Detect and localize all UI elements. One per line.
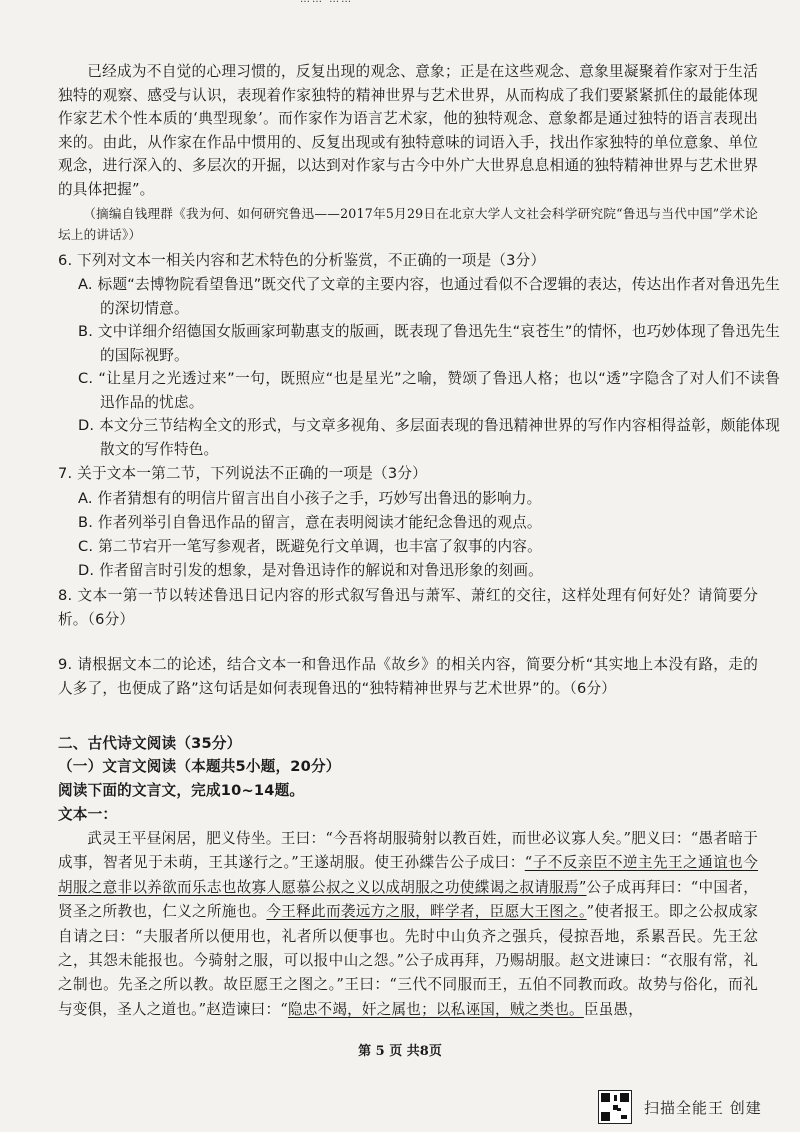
top-header-fragment — [300, 0, 500, 4]
scanner-label: 扫描全能王 创建 — [644, 1098, 762, 1117]
underlined-sentence-1: “子不反亲臣不逆主先王之通谊也今胡服之意非以养欲而乐志也故寡人愿慕公叔之义以成胡服之功使緤谒之叔请服焉” — [58, 854, 758, 896]
question-6-stem: 6. 下列对文本一相关内容和艺术特色的分析鉴赏，不正确的一项是（3分） — [58, 252, 546, 269]
classical-passage — [58, 827, 758, 1022]
section-2-title: 二、古代诗文阅读（35分） — [58, 735, 242, 752]
subsection-1-title: （一）文言文阅读（本题共5小题，20分） — [58, 758, 341, 775]
passage-tail: 已经成为不自觉的心理习惯的，反复出现的观念、意象；正是在这些观念、意象里凝聚着作家对于生活独特的观察、感受与认识，表现着作家独特的精神世界与艺术世界，从而构成了我们要紧紧抓住的最能体现作家艺术个性本质的‘典型现象’。而作家作为语言艺术家，他的独特观念、意象都是通过独特的语言表现出来的。由此，从作家在作品中惯用的、反复出现或有独特意味的词语入手，找出作家独特的单位意象、单位观念，进行深入的、多层次的开掘，以达到对作家与古今中外广大世界息息相通的独特精神世界与艺术世界的具体把握”。 — [58, 63, 758, 198]
question-6-option-d: D. 本文分三节结构全文的形式，与文章多视角、多层面表现的鲁迅精神世界的写作内容相得益彰，颇能体现散文的写作特色。 — [78, 417, 780, 458]
question-9: 9. 请根据文本二的论述，结合文本一和鲁迅作品《故乡》的相关内容，简要分析“其实地上本没有路，走的人多了，也便成了路”这句话是如何表现鲁迅的“独特精神世界与艺术世界”的。（6分） — [58, 656, 758, 697]
underlined-sentence-2: 今王释此而袭远方之服，畔学者，臣愿大王图之。 — [266, 903, 587, 921]
classical-text-segment-3: ”使者报王。即之公叔成家自请之曰：“夫服者所以便用也，礼者所以便事也。先时中山负齐之强兵，侵掠吾地，系累吾民。先王忿之，其怨未能报也。今骑射之服，可以报中山之怨。”公子成再拜，乃赐胡服。赵文进谏曰：“衣服有常，礼之制也。先圣之所以教。故臣愿王之图之。”王曰：“三代不同服而王，五伯不同教而政。故势与俗化，而礼与变俱，圣人之道也。”赵造谏曰：“ — [58, 903, 758, 1018]
source-note: （摘编自钱理群《我为何、如何研究鲁迅——2017年5月29日在北京大学人文社会科学研究院“鲁迅与当代中国”学术论坛上的讲话》） — [58, 206, 758, 242]
question-8: 8. 文本一第一节以转述鲁迅日记内容的形式叙写鲁迅与萧军、萧红的交往，这样处理有何好处？请简要分析。（6分） — [58, 587, 758, 628]
question-7-stem: 7. 关于文本一第二节，下列说法不正确的一项是（3分） — [58, 465, 427, 482]
question-6-option-a: A. 标题“去博物院看望鲁迅”既交代了文章的主要内容，也通过看似不合逻辑的表达，传达出作者对鲁迅先生的深切情意。 — [78, 276, 780, 317]
question-7-option-b: B. 作者列举引自鲁迅作品的留言，意在表明阅读才能纪念鲁迅的观点。 — [78, 514, 542, 531]
question-6-option-b: B. 文中详细介绍德国女版画家珂勒惠支的版画，既表现了鲁迅先生“哀苍生”的情怀，也巧妙体现了鲁迅先生的国际视野。 — [78, 323, 780, 364]
classical-text-segment-4: 臣虽愚， — [583, 1000, 644, 1018]
qr-code-icon — [598, 1090, 632, 1124]
scanner-watermark — [598, 1090, 762, 1124]
underlined-sentence-3: 隐忠不竭，奸之属也；以私诬国，贼之类也。 — [287, 1000, 584, 1018]
question-7-option-d: D. 作者留言时引发的想象，是对鲁迅诗作的解说和对鲁迅形象的刻画。 — [78, 562, 543, 579]
classical-text-segment-2: 公子成再拜曰：“中国者，贤圣之所教也，仁义之所施也。 — [58, 878, 758, 921]
question-6-option-c: C. “让星月之光透过来”一句，既照应“也是星光”之喻，赞颂了鲁迅人格；也以“透”字隐含了对人们不读鲁迅作品的忧虑。 — [78, 370, 780, 411]
text-1-label: 文本一： — [58, 806, 118, 823]
question-7-option-c: C. 第二节宕开一笔写参观者，既避免行文单调，也丰富了叙事的内容。 — [78, 538, 542, 555]
page-number: 第 5 页 共8页 — [358, 1044, 442, 1059]
reading-instruction: 阅读下面的文言文，完成10~14题。 — [58, 782, 305, 799]
classical-text-segment-1: 武灵王平昼闲居，肥义侍坐。王曰：“今吾将胡服骑射以教百姓，而世必议寡人矣。”肥义曰：“愚者暗于成事，智者见于未萌，王其遂行之。”王遂胡服。使王孙緤告公子成曰： — [58, 830, 758, 872]
question-7-option-a: A. 作者猜想有的明信片留言出自小孩子之手，巧妙写出鲁迅的影响力。 — [78, 490, 542, 507]
